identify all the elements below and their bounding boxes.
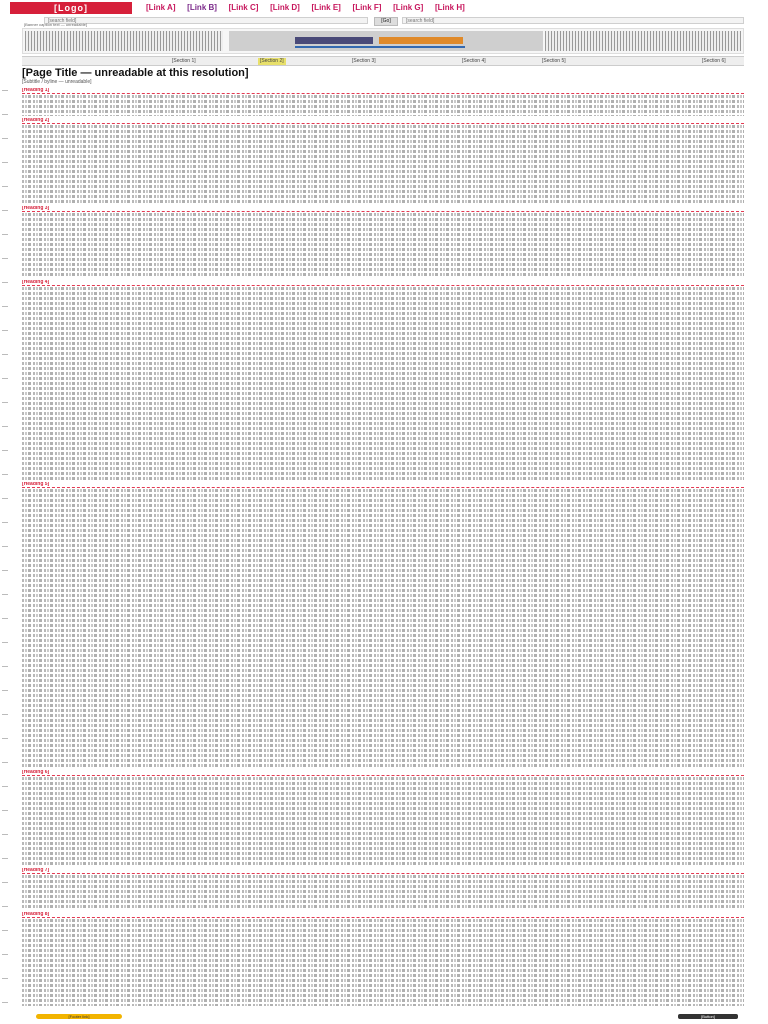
article [22,88,744,1008]
section-body-lines [22,95,744,116]
secondary-nav [22,56,744,66]
article-section [22,206,744,278]
footer [22,1012,744,1022]
site-logo[interactable]: [Logo] [10,2,132,14]
banner-ad-rule [295,46,465,48]
sub-nav-item[interactable]: [Section 6] [702,58,726,64]
banner [22,28,744,54]
banner-pattern-right [545,31,741,51]
article-section [22,482,744,768]
nav-link[interactable]: [Link E] [311,3,341,12]
article-section [22,868,744,910]
section-heading: [Heading 3] [22,206,744,212]
page-title: [Page Title — unreadable at this resolution] [22,68,249,79]
section-heading: [Heading 2] [22,118,744,124]
article-section [22,280,744,480]
article-section [22,770,744,866]
sub-nav-item[interactable]: [Section 3] [352,58,376,64]
section-heading: [Heading 4] [22,280,744,286]
nav-link[interactable]: [Link H] [434,3,465,12]
nav-link[interactable]: [Link D] [270,3,300,12]
banner-caption: [Banner caption text — unreadable] [24,22,87,27]
section-heading: [Heading 1] [22,88,744,94]
sub-nav-item[interactable]: [Section 4] [462,58,486,64]
section-body-lines [22,213,744,278]
section-heading: [Heading 5] [22,482,744,488]
section-heading: [Heading 8] [22,912,744,918]
section-heading: [Heading 7] [22,868,744,874]
article-section [22,912,744,1006]
banner-ad-block [295,37,373,44]
sub-nav-item-active[interactable]: [Section 2] [260,58,284,64]
article-section [22,118,744,204]
footer-link[interactable]: [Footer link] [36,1014,122,1019]
nav-link[interactable]: [Link F] [352,3,382,12]
search-button[interactable]: [Go] [374,17,398,26]
nav-link[interactable]: [Link A] [146,3,176,12]
banner-pattern-left [25,31,223,51]
top-nav [146,3,758,13]
section-body-lines [22,489,744,768]
nav-link[interactable]: [Link B] [187,3,217,12]
section-body-lines [22,287,744,480]
nav-link[interactable]: [Link C] [228,3,259,12]
page-subtitle: [Subtitle / byline — unreadable] [22,79,92,85]
footer-button[interactable]: [Button] [678,1014,738,1019]
sub-nav-item[interactable]: [Section 5] [542,58,566,64]
title-block [22,68,744,86]
sub-nav-item[interactable]: [Section 1] [172,58,196,64]
nav-link[interactable]: [Link G] [393,3,424,12]
section-heading: [Heading 6] [22,770,744,776]
article-section [22,88,744,116]
gutter-marks [2,90,8,1010]
banner-ad[interactable] [229,31,543,51]
section-body-lines [22,919,744,1006]
section-body-lines [22,875,744,910]
banner-ad-block [379,37,463,44]
site-header [0,0,768,16]
section-body-lines [22,125,744,204]
section-body-lines [22,777,744,866]
